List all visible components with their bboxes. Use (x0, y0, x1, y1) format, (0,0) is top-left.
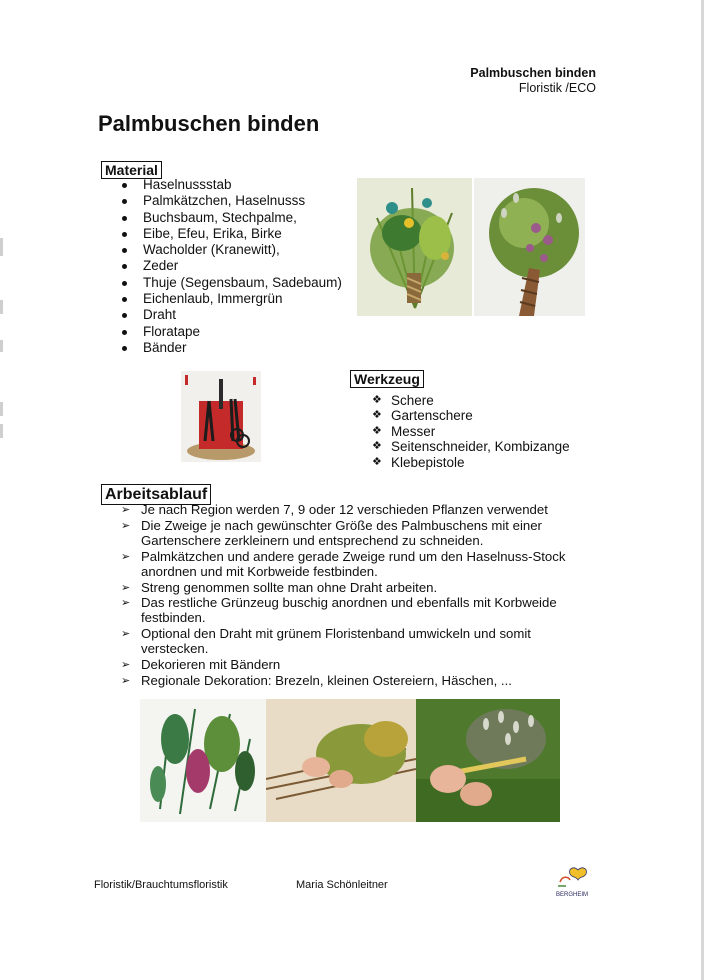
material-item: Eichenlaub, Immergrün (120, 291, 342, 307)
material-item: Haselnussstab (120, 177, 342, 193)
material-list (120, 177, 342, 356)
arrow-bullet-icon: ➢ (121, 659, 131, 672)
material-item: Bänder (120, 340, 342, 356)
step-item (121, 658, 581, 673)
step-item (121, 550, 581, 580)
material-item: Zeder (120, 258, 342, 274)
step-item (121, 674, 581, 689)
diamond-bullet-icon: ❖ (372, 455, 382, 468)
diamond-bullet-icon: ❖ (372, 440, 382, 453)
diamond-bullet-icon: ❖ (372, 424, 382, 437)
willow-photo (416, 699, 560, 822)
step-item (121, 627, 581, 657)
page-title: Palmbuschen binden (98, 111, 320, 136)
material-item: Floratape (120, 324, 342, 340)
step-item (121, 519, 581, 549)
werkzeug-heading: Werkzeug (350, 370, 424, 388)
werkzeug-item (372, 424, 570, 439)
diamond-bullet-icon: ❖ (372, 394, 382, 406)
tools-photo (181, 371, 261, 462)
material-item: Draht (120, 307, 342, 323)
werkzeug-item-label: Schere (391, 393, 434, 408)
werkzeug-list (372, 393, 570, 470)
werkzeug-item-label: Gartenschere (391, 408, 473, 424)
material-item: Wacholder (Kranewitt), (120, 242, 342, 258)
greenery-photo (140, 699, 266, 822)
material-item: Palmkätzchen, Haselnusss (120, 193, 342, 209)
material-item: Buchsbaum, Stechpalme, (120, 210, 342, 226)
step-text: Dekorieren mit Bändern (141, 657, 281, 673)
step-text: Das restliche Grünzeug buschig anordnen und ebenfalls mit Korbweide festbinden. (141, 595, 557, 626)
header-subtitle: Floristik /ECO (518, 81, 596, 95)
footer-author: Maria Schönleitner (296, 879, 388, 891)
scan-mark (0, 340, 3, 352)
step-text: Palmkätzchen und andere gerade Zweige rund um den Haselnuss-Stock anordnen und mit Korbweide festbinden. (141, 548, 566, 579)
step-text: Je nach Region werden 7, 9 oder 12 verschieden Pflanzen verwendet (141, 502, 548, 517)
step-text: Streng genommen sollte man ohne Draht arbeiten. (141, 579, 438, 595)
scan-mark (0, 238, 3, 256)
step-item (121, 503, 581, 518)
arrow-bullet-icon: ➢ (121, 550, 131, 563)
scan-mark (0, 402, 3, 416)
arbeitsablauf-heading: Arbeitsablauf (101, 484, 211, 505)
step-item (121, 596, 581, 626)
werkzeug-item (372, 455, 570, 470)
arbeitsablauf-steps (121, 503, 581, 690)
header-title: Palmbuschen binden (470, 66, 596, 80)
palmbuschen-photo-left (357, 178, 472, 316)
palmbuschen-photo-right (474, 178, 585, 316)
werkzeug-item (372, 439, 570, 454)
bergheim-logo (552, 866, 592, 898)
document-header (470, 66, 596, 96)
werkzeug-item (372, 393, 570, 408)
werkzeug-item (372, 408, 570, 423)
step-item (121, 581, 581, 596)
arrow-bullet-icon: ➢ (121, 581, 131, 594)
arrow-bullet-icon: ➢ (121, 674, 131, 687)
arrow-bullet-icon: ➢ (121, 504, 131, 516)
step-text: Die Zweige je nach gewünschter Größe des Palmbuschens mit einer Gartenschere zerkleinern und entsprechend zu schneiden. (141, 517, 542, 548)
step-text: Optional den Draht mit grünem Floristenband umwickeln und somit verstecken. (141, 626, 531, 657)
logo-text: BERGHEIM (555, 892, 588, 898)
material-item: Eibe, Efeu, Erika, Birke (120, 226, 342, 242)
arrow-bullet-icon: ➢ (121, 519, 131, 532)
arrow-bullet-icon: ➢ (121, 597, 131, 610)
material-heading: Material (101, 161, 162, 179)
material-item: Thuje (Segensbaum, Sadebaum) (120, 275, 342, 291)
werkzeug-item-label: Klebepistole (391, 454, 465, 470)
scan-mark (0, 424, 3, 438)
arrow-bullet-icon: ➢ (121, 628, 131, 641)
werkzeug-item-label: Messer (391, 423, 436, 439)
scan-mark (0, 300, 3, 314)
diamond-bullet-icon: ❖ (372, 409, 382, 422)
werkzeug-item-label: Seitenschneider, Kombizange (391, 439, 570, 455)
footer-course: Floristik/Brauchtumsfloristik (94, 879, 228, 891)
step-text: Regionale Dekoration: Brezeln, kleinen Ostereiern, Häschen, ... (141, 672, 512, 688)
binding-photo (266, 699, 416, 822)
